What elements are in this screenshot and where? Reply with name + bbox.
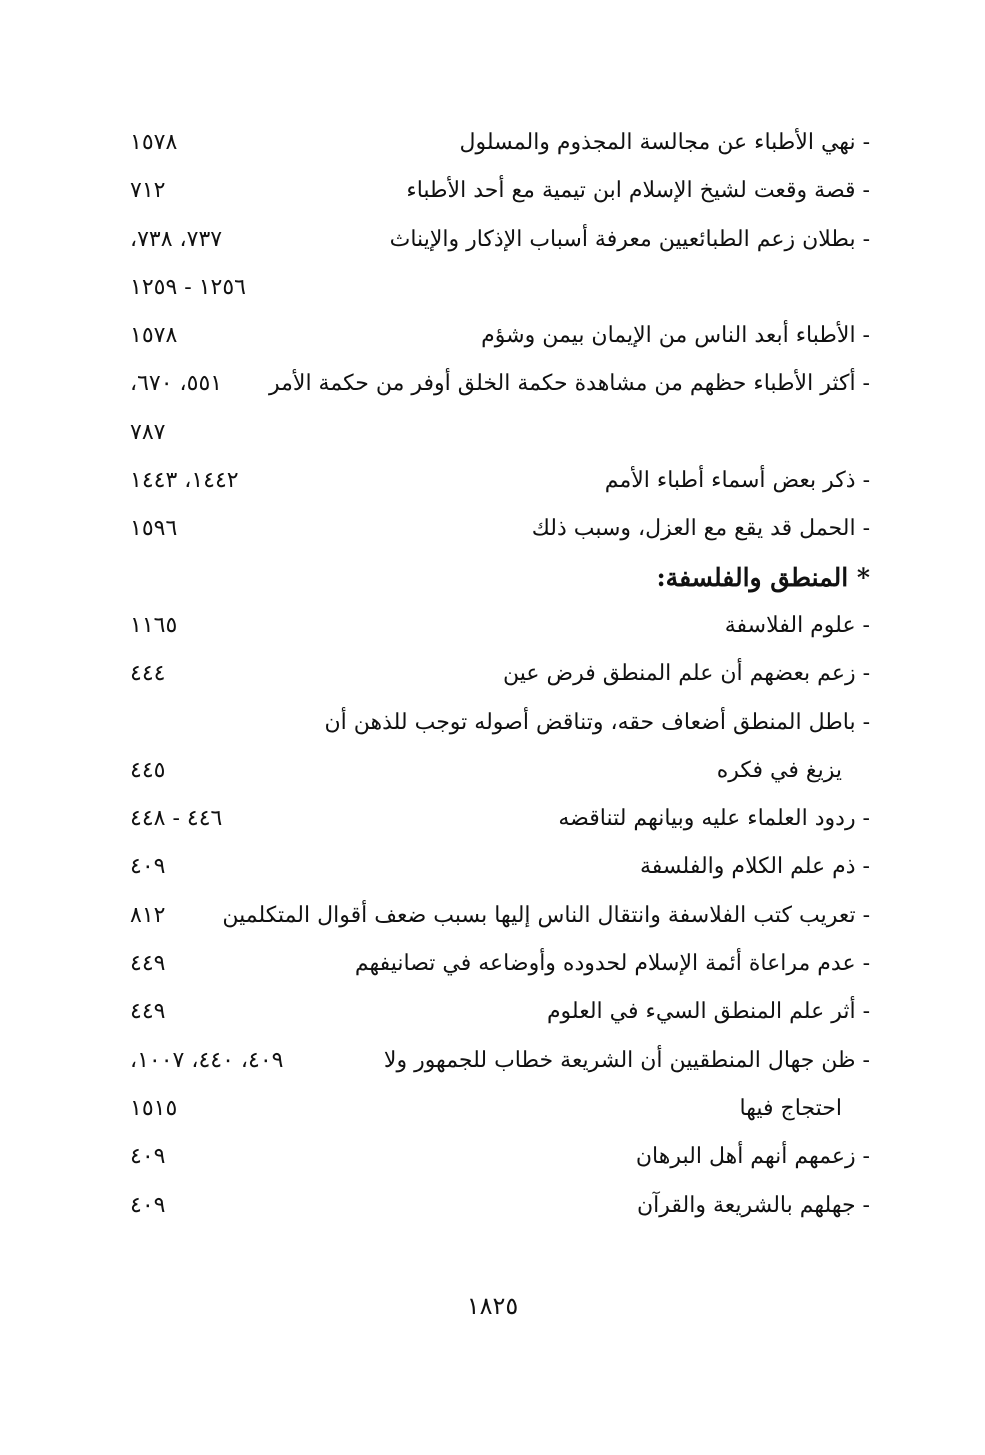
index-entry xyxy=(120,1040,870,1088)
entry-pages: ١٢٥٦ - ١٢٥٩ xyxy=(130,274,246,300)
entry-topic: - ذم علم الكلام والفلسفة xyxy=(640,854,870,880)
entry-topic: احتجاج فيها xyxy=(739,1095,842,1121)
section-heading xyxy=(120,557,870,605)
entry-topic: - علوم الفلاسفة xyxy=(724,612,870,638)
entry-pages: ٥٥١، ٦٧٠، xyxy=(130,371,223,397)
index-entry-continuation xyxy=(120,1088,870,1136)
index-entry xyxy=(120,653,870,701)
entry-topic: - الأطباء أبعد الناس من الإيمان بيمن وشؤم xyxy=(481,323,870,349)
entry-pages: ١١٦٥ xyxy=(130,612,178,638)
entry-topic: - أكثر الأطباء حظهم من مشاهدة حكمة الخلق أوفر من حكمة الأمر xyxy=(268,371,870,397)
index-entry-continuation xyxy=(120,267,870,315)
entry-pages: ٤٤٩ xyxy=(130,951,166,977)
entry-pages: ٤٤٥ xyxy=(130,757,166,783)
entry-pages: ٧٣٧، ٧٣٨، xyxy=(130,226,223,252)
entry-pages: ٤٠٩ xyxy=(130,854,166,880)
entry-pages: ١٥٧٨ xyxy=(130,130,178,155)
index-entry-continuation xyxy=(120,412,870,460)
index-list xyxy=(120,122,870,1233)
entry-pages: ٤٤٦ - ٤٤٨ xyxy=(130,806,223,832)
entry-pages: ٤٠٩ xyxy=(130,1144,166,1170)
entry-topic: - زعم بعضهم أن علم المنطق فرض عين xyxy=(502,661,870,687)
entry-pages: ١٥٩٦ xyxy=(130,516,178,542)
index-entry xyxy=(120,895,870,943)
entry-pages: ٧١٢ xyxy=(130,178,166,204)
entry-pages: ٤٠٩ xyxy=(130,1192,166,1218)
index-entry xyxy=(120,460,870,508)
entry-pages: ٤٤٩ xyxy=(130,999,166,1025)
page-number: ١٨٢٥ xyxy=(466,1292,519,1320)
index-entry xyxy=(120,702,870,750)
index-entry xyxy=(120,122,870,170)
entry-pages: ١٤٤٢، ١٤٤٣ xyxy=(130,468,239,494)
entry-pages: ٤٤٤ xyxy=(130,661,166,687)
index-entry xyxy=(120,363,870,411)
entry-topic: - ذكر بعض أسماء أطباء الأمم xyxy=(604,468,870,494)
entry-topic: - ردود العلماء عليه وبيانهم لتناقضه xyxy=(558,806,870,832)
entry-topic: - أثر علم المنطق السيء في العلوم xyxy=(546,999,870,1025)
entry-topic: - قصة وقعت لشيخ الإسلام ابن تيمية مع أحد الأطباء xyxy=(406,178,870,204)
entry-topic: - نهي الأطباء عن مجالسة المجذوم والمسلول xyxy=(459,130,870,155)
entry-pages: ٨١٢ xyxy=(130,902,166,928)
entry-topic: - ظن جهال المنطقيين أن الشريعة خطاب للجمهور ولا xyxy=(383,1047,870,1073)
index-entry xyxy=(120,943,870,991)
index-entry xyxy=(120,315,870,363)
index-entry-continuation xyxy=(120,750,870,798)
entry-pages: ٧٨٧ xyxy=(130,419,166,445)
index-entry xyxy=(120,846,870,894)
entry-pages: ٤٠٩، ٤٤٠، ١٠٠٧، xyxy=(130,1047,284,1073)
entry-topic: - باطل المنطق أضعاف حقه، وتناقض أصوله توجب للذهن أن xyxy=(324,709,870,735)
index-entry xyxy=(120,508,870,556)
entry-pages: ١٥١٥ xyxy=(130,1095,178,1121)
entry-topic: - زعمهم أنهم أهل البرهان xyxy=(635,1144,870,1170)
entry-topic: - بطلان زعم الطبائعيين معرفة أسباب الإذكار والإيناث xyxy=(389,226,870,252)
entry-topic: - الحمل قد يقع مع العزل، وسبب ذلك xyxy=(531,516,870,542)
index-entry xyxy=(120,991,870,1039)
entry-topic: يزيغ في فكره xyxy=(716,757,842,783)
index-entry xyxy=(120,170,870,218)
entry-topic: - تعريب كتب الفلاسفة وانتقال الناس إليها بسبب ضعف أقوال المتكلمين xyxy=(222,902,870,928)
index-entry xyxy=(120,1136,870,1184)
index-entry xyxy=(120,605,870,653)
entry-topic: - عدم مراعاة أئمة الإسلام لحدوده وأوضاعه في تصانيفهم xyxy=(354,951,870,977)
index-entry xyxy=(120,219,870,267)
entry-topic: - جهلهم بالشريعة والقرآن xyxy=(636,1192,870,1218)
section-title: * المنطق والفلسفة: xyxy=(656,562,870,592)
entry-pages: ١٥٧٨ xyxy=(130,323,178,349)
index-entry xyxy=(120,798,870,846)
index-entry xyxy=(120,1185,870,1233)
